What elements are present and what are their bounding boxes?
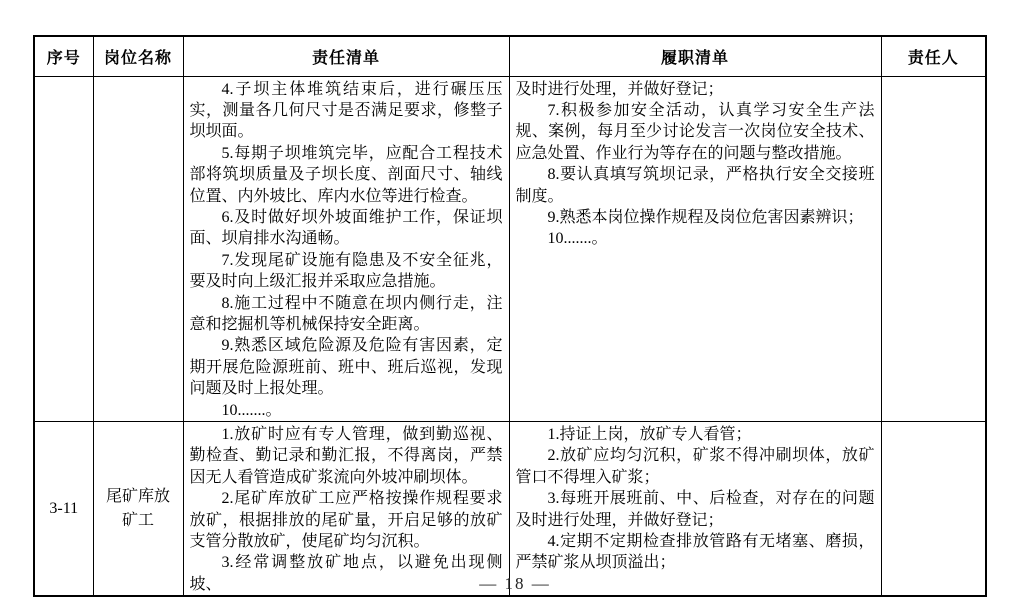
paragraph: 7.积极参加安全活动，认真学习安全生产法规、案例，每月至少讨论发言一次岗位安全技术、应急处置、作业行为等存在的问题与整改措施。 — [515, 101, 875, 162]
header-position-name: 岗位名称 — [93, 36, 183, 76]
header-responsible-person: 责任人 — [881, 36, 986, 76]
paragraph: 8.要认真填写筑坝记录，严格执行安全交接班制度。 — [515, 166, 875, 205]
paragraph: 10.......。 — [547, 230, 608, 248]
paragraph: 9.熟悉区域危险源及危险有害因素，定期开展危险源班前、班中、班后巡视，发现问题及时上报处理。 — [189, 337, 503, 398]
paragraph: 4.子坝主体堆筑结束后，进行碾压压实，测量各几何尺寸是否满足要求，修整子坝坝面。 — [189, 80, 503, 141]
position-name-cell: 尾矿库放矿工 — [93, 422, 183, 597]
page-number: — 18 — — [479, 574, 551, 593]
duty-list-cell — [509, 422, 881, 597]
paragraph: 1.放矿时应有专人管理，做到勤巡视、勤检查、勤记录和勤汇报，不得离岗，严禁因无人看管造成矿浆流向外坡冲刷坝体。 — [189, 426, 503, 486]
serial-cell: 3-11 — [34, 422, 93, 597]
responsibility-list-cell — [183, 76, 509, 422]
position-name-cell — [93, 76, 183, 422]
table-row-3-11 — [34, 422, 986, 597]
paragraph: 3.每班开展班前、中、后检查，对存在的问题及时进行处理，并做好登记； — [515, 490, 875, 529]
table-header-row — [34, 36, 986, 76]
paragraph: 4.定期不定期检查排放管路有无堵塞、磨损，严禁矿浆从坝顶溢出； — [515, 533, 875, 572]
paragraph: 2.放矿应均匀沉积，矿浆不得冲刷坝体，放矿管口不得埋入矿浆； — [515, 447, 875, 486]
responsible-person-cell — [881, 422, 986, 597]
header-duty-list: 履职清单 — [509, 36, 881, 76]
table-row-continuation — [34, 76, 986, 422]
paragraph: 3.经常调整放矿地点，以避免出现侧坡、 — [189, 554, 503, 593]
header-responsibility-list: 责任清单 — [183, 36, 509, 76]
paragraph: 7.发现尾矿设施有隐患及不安全征兆，要及时向上级汇报并采取应急措施。 — [189, 251, 503, 291]
responsibility-table — [33, 35, 987, 597]
paragraph: 5.每期子坝堆筑完毕，应配合工程技术部将筑坝质量及子坝长度、剖面尺寸、轴线位置、内外坡比、库内水位等进行检查。 — [189, 144, 503, 205]
paragraph: 及时进行处理，并做好登记； — [515, 80, 724, 98]
paragraph: 2.尾矿库放矿工应严格按操作规程要求放矿，根据排放的尾矿量，开启足够的放矿支管分散放矿，使尾矿均匀沉积。 — [189, 490, 503, 551]
serial-cell — [34, 76, 93, 422]
responsibility-list-cell — [183, 422, 509, 597]
responsible-person-cell — [881, 76, 986, 422]
paragraph: 1.持证上岗，放矿专人看管； — [547, 426, 752, 443]
paragraph: 9.熟悉本岗位操作规程及岗位危害因素辨识； — [547, 208, 864, 226]
paragraph: 10.......。 — [221, 401, 282, 419]
duty-list-cell — [509, 76, 881, 422]
paragraph: 6.及时做好坝外坡面维护工作，保证坝面、坝肩排水沟通畅。 — [189, 208, 503, 248]
header-serial: 序号 — [34, 36, 93, 76]
paragraph: 8.施工过程中不随意在坝内侧行走，注意和挖掘机等机械保持安全距离。 — [189, 294, 503, 333]
